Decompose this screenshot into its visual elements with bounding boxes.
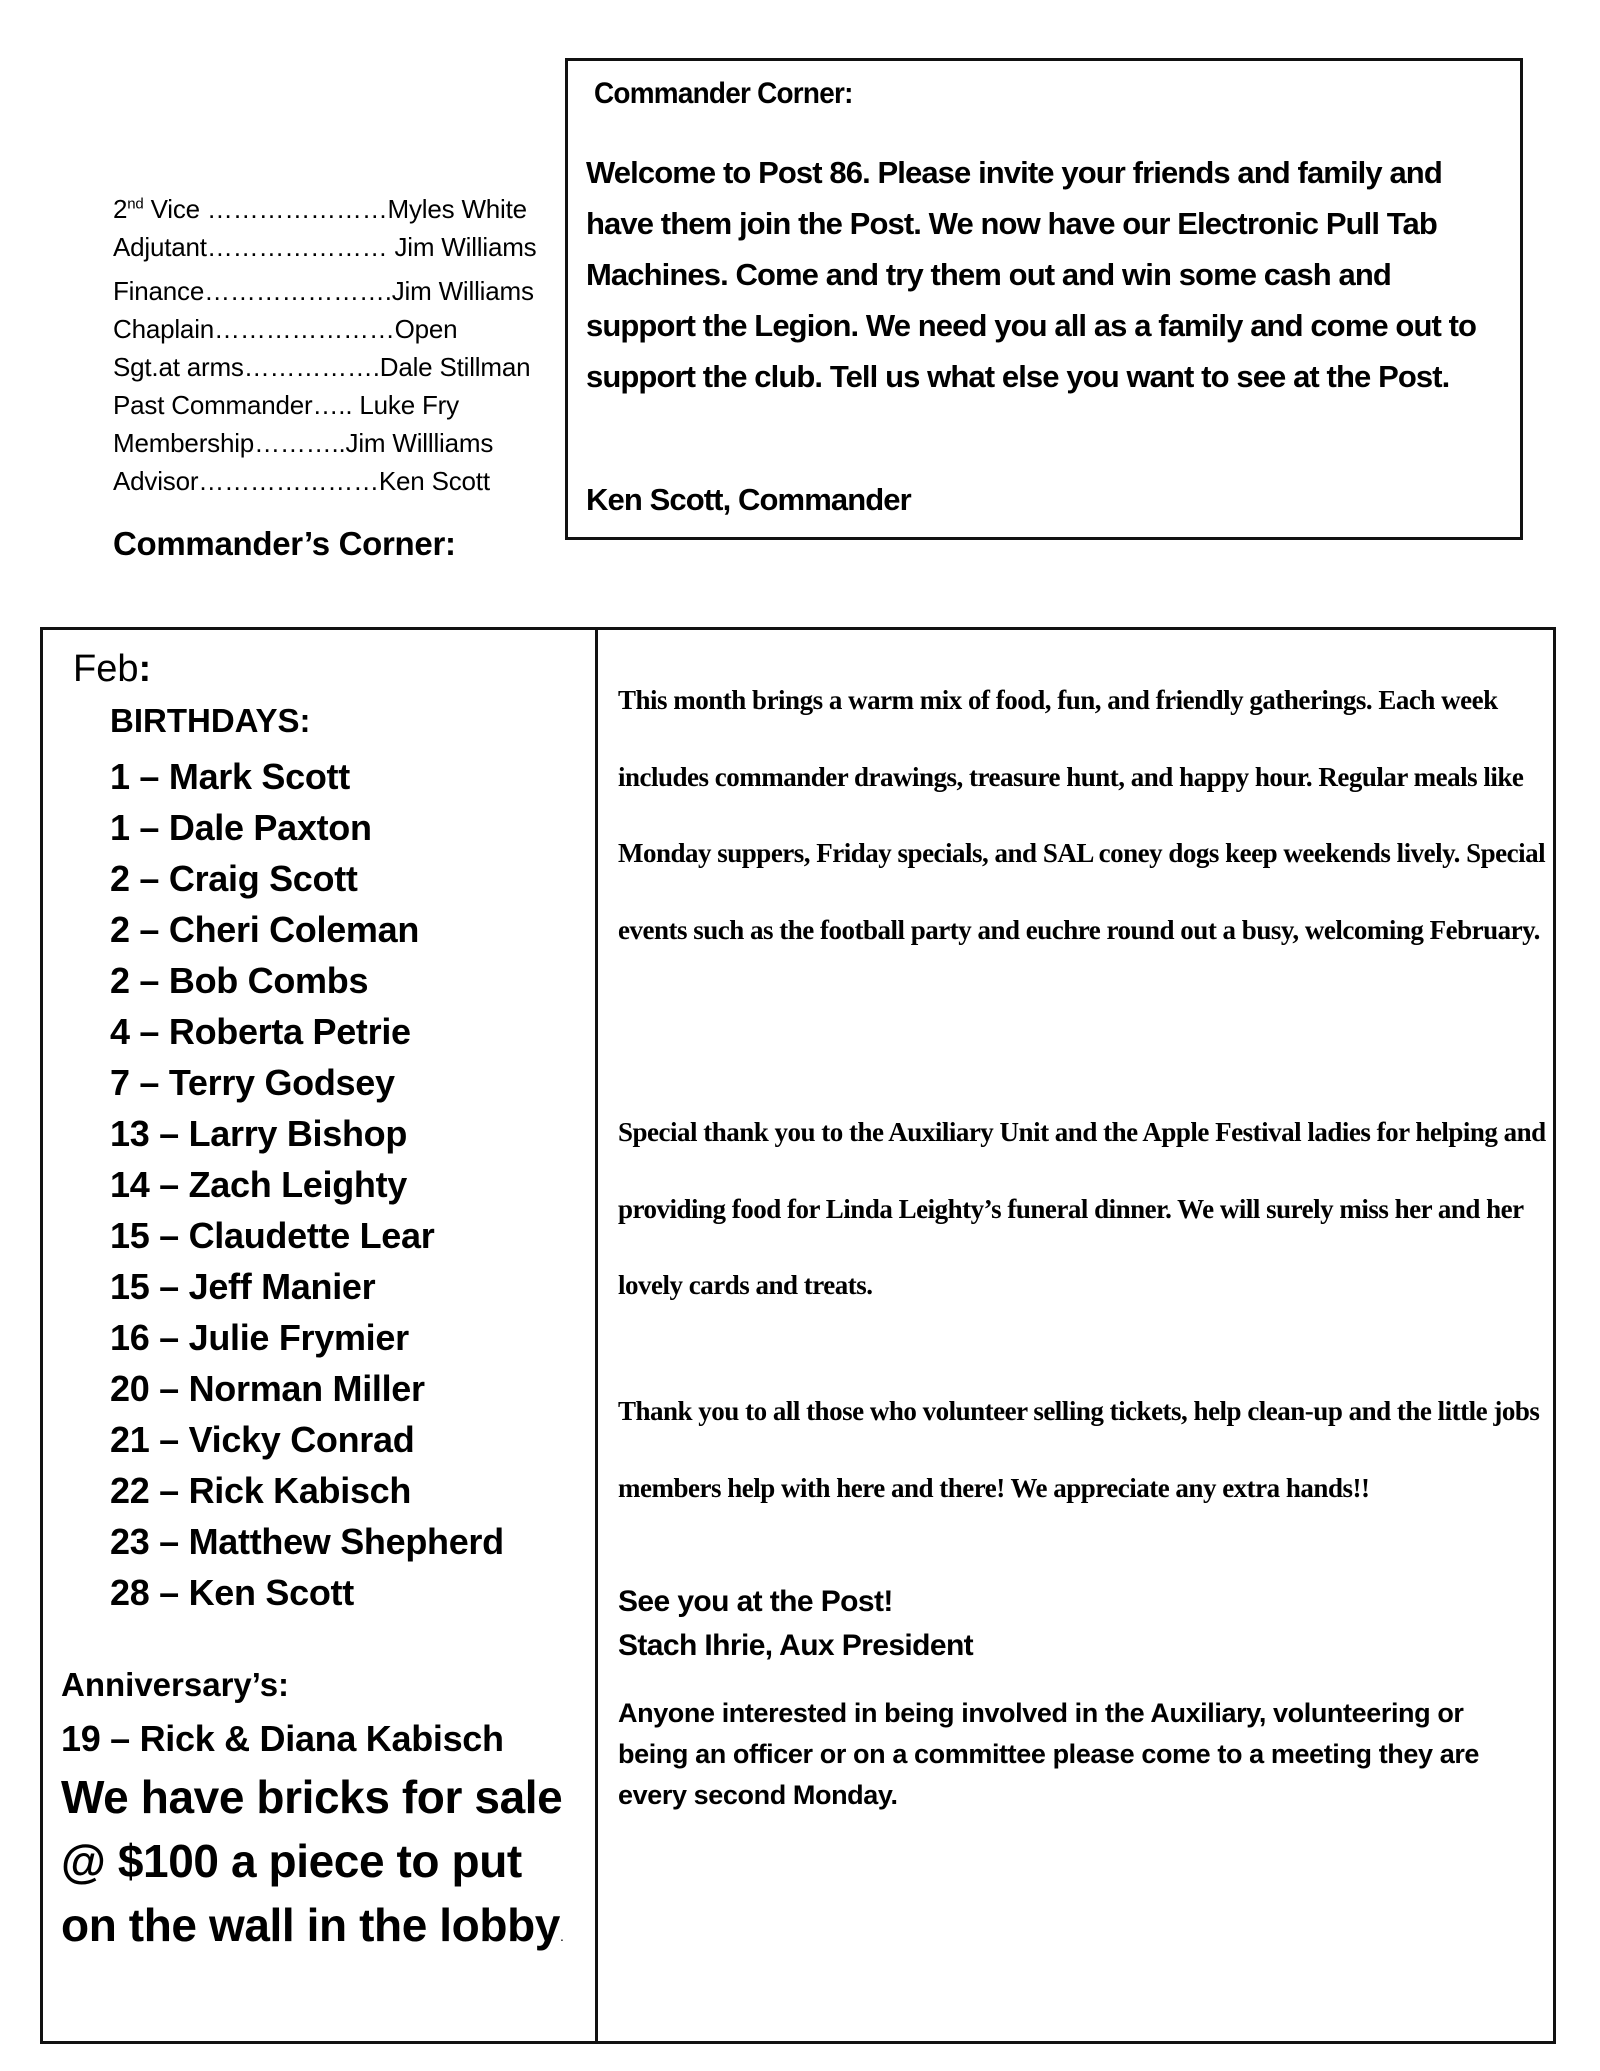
birthday-name: Terry Godsey: [168, 1062, 395, 1103]
birthday-item: 21 – Vicky Conrad: [110, 1419, 415, 1460]
birthday-name: Dale Paxton: [168, 807, 372, 848]
birthday-list: [110, 751, 504, 1618]
month-colon: :: [138, 648, 152, 690]
officer-name: Ken Scott: [378, 466, 490, 496]
anniversary-name: Rick & Diana Kabisch: [139, 1718, 504, 1759]
closing-line: See you at the Post!: [618, 1585, 893, 1618]
dot-leader: ………..: [254, 428, 346, 458]
birthday-item: 2 – Craig Scott: [110, 858, 358, 899]
commander-message: Welcome to Post 86. Please invite your friends and family and have them join the Post. We now have our Electronic Pull Tab Machines. Come and try them out and win some cash and support the Legion. We need you all as a family and come out to support the club. Tell us what else you want to see at the Post.: [586, 155, 1477, 394]
officer-row-membership: [113, 424, 563, 462]
birthday-name: Zach Leighty: [188, 1164, 408, 1205]
birthday-day: 1: [110, 756, 130, 797]
officer-title: Advisor: [113, 466, 199, 496]
commander-corner-box: [565, 58, 1523, 540]
birthday-item: 15 – Jeff Manier: [110, 1266, 376, 1307]
dot-leader: …………………: [206, 232, 395, 262]
officer-row-adjutant: [113, 228, 563, 266]
birthday-item: 15 – Claudette Lear: [110, 1215, 435, 1256]
birthday-day: 23: [110, 1521, 150, 1562]
birthday-name: Craig Scott: [168, 858, 358, 899]
birthday-day: 15: [110, 1215, 150, 1256]
birthday-day: 4: [110, 1011, 130, 1052]
birthday-name: Rick Kabisch: [188, 1470, 412, 1511]
officer-name: Jim Williams: [394, 232, 537, 262]
birthday-item: 2 – Cheri Coleman: [110, 909, 420, 950]
officer-row-advisor: [113, 462, 563, 500]
birthday-item: 14 – Zach Leighty: [110, 1164, 408, 1205]
officer-name: Myles White: [387, 194, 527, 224]
officer-title: 2: [113, 194, 128, 224]
auxiliary-column: [598, 630, 1556, 2041]
officer-name: Dale Stillman: [379, 352, 531, 382]
birthday-name: Roberta Petrie: [168, 1011, 411, 1052]
month-heading: [73, 648, 151, 691]
officer-row-past-commander: [113, 386, 563, 424]
birthday-day: 2: [110, 858, 130, 899]
bricks-note-text: We have bricks for sale @ $100 a piece to put on the wall in the lobby: [61, 1771, 563, 1951]
birthday-item: 1 – Dale Paxton: [110, 807, 372, 848]
birthday-day: 28: [110, 1572, 150, 1613]
birthday-day: 2: [110, 960, 130, 1001]
thank-you-volunteers-paragraph: Thank you to all those who volunteer selling tickets, help clean-up and the little jobs members help with here and there! We appreciate any extra hands!!: [618, 1396, 1540, 1503]
birthday-item: 16 – Julie Frymier: [110, 1317, 409, 1358]
thank-you-auxiliary-paragraph: Special thank you to the Auxiliary Unit and the Apple Festival ladies for helping and providing food for Linda Leighty’s funeral dinner. We will surely miss her and her lovely cards and treats.: [618, 1117, 1546, 1300]
officer-title: Membership: [113, 428, 255, 458]
birthday-name: Claudette Lear: [188, 1215, 435, 1256]
auxiliary-invitation: Anyone interested in being involved in the Auxiliary, volunteering or being an officer or on a committee please come to a meeting they are every second Monday.: [618, 1698, 1480, 1810]
birthdays-heading: BIRTHDAYS:: [110, 702, 311, 739]
officer-name: Jim Williams: [391, 276, 534, 306]
birthday-day: 15: [110, 1266, 150, 1307]
officer-title-superscript: nd: [127, 195, 144, 213]
officer-title: Finance: [113, 276, 205, 306]
birthday-item: 23 – Matthew Shepherd: [110, 1521, 504, 1562]
birthday-name: Ken Scott: [188, 1572, 354, 1613]
birthday-day: 20: [110, 1368, 150, 1409]
dot-leader: …………….: [243, 352, 380, 382]
dot-leader: …………………: [198, 466, 379, 496]
aux-closing: [618, 1580, 973, 1668]
birthday-item: 7 – Terry Godsey: [110, 1062, 395, 1103]
anniversary-day: 19: [61, 1718, 101, 1759]
officer-name: Open: [394, 314, 458, 344]
monthly-events-paragraph: This month brings a warm mix of food, fun, and friendly gatherings. Each week includes commander drawings, treasure hunt, and happy hour. Regular meals like Monday suppers, Friday specials, and SAL coney dogs keep weekends lively. Special events such as the football party and euchre round out a busy, welcoming February.: [618, 685, 1546, 945]
month-label: Feb: [73, 648, 139, 690]
officer-title: Sgt.at arms: [113, 352, 244, 382]
commander-signature: Ken Scott, Commander: [586, 482, 911, 517]
birthday-name: Vicky Conrad: [188, 1419, 415, 1460]
officer-name: Jim Willliams: [345, 428, 494, 458]
officer-roster: [113, 190, 563, 500]
officer-row-sgt-at-arms: [113, 348, 563, 386]
birthday-name: Norman Miller: [188, 1368, 425, 1409]
birthday-item: 2 – Bob Combs: [110, 960, 369, 1001]
commanders-corner-heading: Commander’s Corner:: [113, 525, 456, 562]
anniversary-item: 19 – Rick & Diana Kabisch: [61, 1718, 504, 1759]
dot-leader: …..: [312, 390, 360, 420]
birthday-name: Matthew Shepherd: [188, 1521, 504, 1562]
officer-row-finance: [113, 272, 563, 310]
birthday-day: 2: [110, 909, 130, 950]
birthday-item: 4 – Roberta Petrie: [110, 1011, 411, 1052]
newsletter-table: [40, 627, 1556, 2044]
birthday-name: Julie Frymier: [188, 1317, 409, 1358]
birthday-day: 21: [110, 1419, 150, 1460]
birthday-name: Cheri Coleman: [168, 909, 420, 950]
anniversaries-heading: Anniversary’s:: [61, 1666, 290, 1703]
officer-title: Adjutant: [113, 232, 207, 262]
commander-corner-title: Commander Corner:: [594, 77, 853, 110]
birthday-item: 20 – Norman Miller: [110, 1368, 425, 1409]
bricks-for-sale-note: [61, 1765, 581, 1968]
birthday-day: 13: [110, 1113, 150, 1154]
birthday-name: Jeff Manier: [188, 1266, 376, 1307]
officer-row-2nd-vice: [113, 190, 563, 228]
birthday-name: Larry Bishop: [188, 1113, 408, 1154]
birthday-item: 22 – Rick Kabisch: [110, 1470, 412, 1511]
officer-title: Vice: [143, 194, 200, 224]
dot-leader: …………………: [214, 314, 395, 344]
birthday-name: Mark Scott: [168, 756, 350, 797]
officer-title: Chaplain: [113, 314, 215, 344]
officer-title: Past Commander: [113, 390, 313, 420]
birthday-item: 28 – Ken Scott: [110, 1572, 354, 1613]
dot-leader: ………………….: [204, 276, 392, 306]
birthday-item: 13 – Larry Bishop: [110, 1113, 408, 1154]
aux-president-signature: Stach Ihrie, Aux President: [618, 1629, 974, 1662]
dot-leader: …………………: [199, 194, 388, 224]
birthday-day: 16: [110, 1317, 150, 1358]
birthday-day: 7: [110, 1062, 130, 1103]
birthday-item: 1 – Mark Scott: [110, 756, 350, 797]
birthday-day: 1: [110, 807, 130, 848]
bricks-note-period: .: [559, 1928, 564, 1944]
officer-row-chaplain: [113, 310, 563, 348]
officer-name: Luke Fry: [359, 390, 459, 420]
birthday-name: Bob Combs: [168, 960, 369, 1001]
birthday-day: 22: [110, 1470, 150, 1511]
birthday-day: 14: [110, 1164, 150, 1205]
celebrations-column: [43, 630, 595, 2041]
